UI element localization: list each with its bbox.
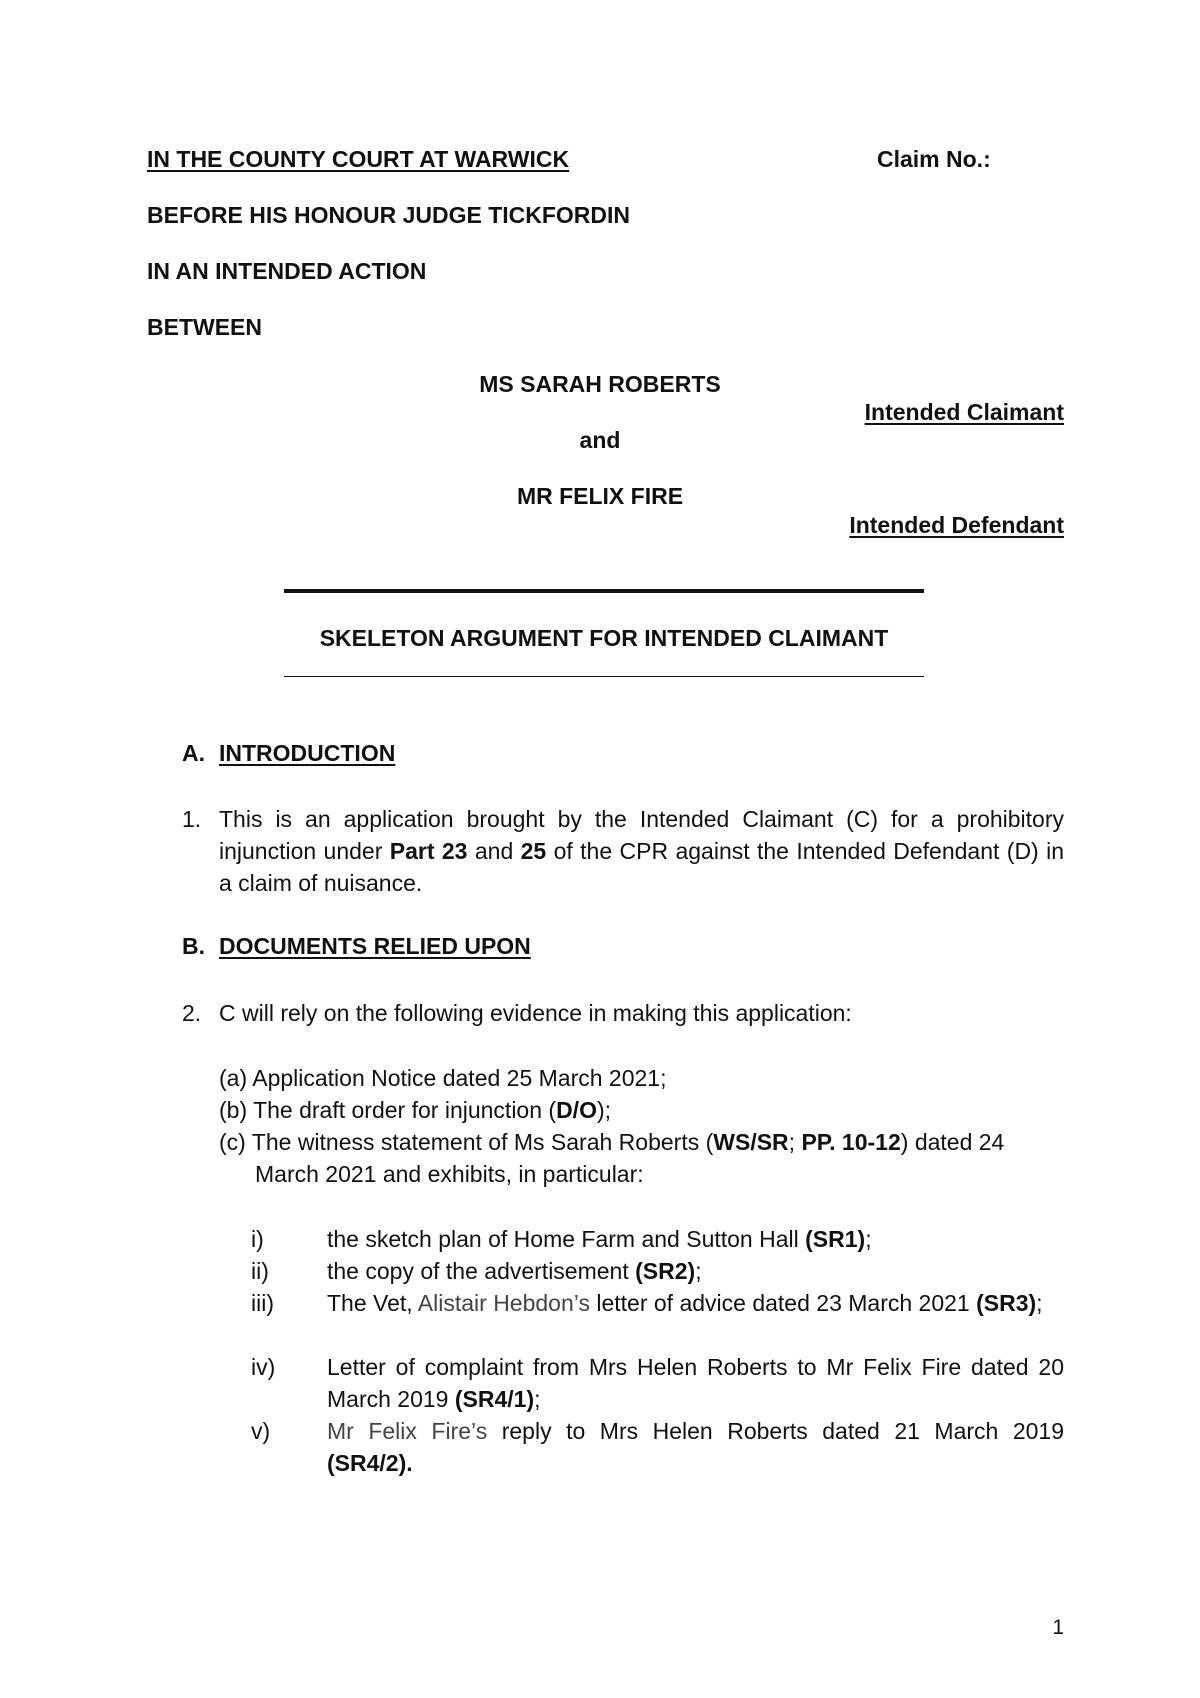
exhibit-5-number: v) bbox=[251, 1418, 271, 1444]
exhibit-5-author: Mr Felix Fire’s bbox=[327, 1418, 488, 1444]
exhibit-4-ref: (SR4/1) bbox=[454, 1386, 535, 1412]
title-rule-bottom bbox=[284, 676, 924, 677]
para-1-text-2: and bbox=[467, 838, 521, 864]
evidence-item-b-text-2: ); bbox=[596, 1097, 612, 1123]
exhibit-5 bbox=[327, 1415, 1064, 1479]
defendant-role: Intended Defendant bbox=[849, 512, 1064, 538]
exhibit-3 bbox=[327, 1287, 1064, 1319]
exhibit-2-text: the copy of the advertisement bbox=[327, 1258, 636, 1284]
evidence-item-a: (a) Application Notice dated 25 March 2021; bbox=[219, 1065, 667, 1091]
evidence-item-c-text-1: (c) The witness statement of Ms Sarah Roberts ( bbox=[219, 1129, 714, 1155]
page-number: 1 bbox=[1052, 1616, 1064, 1639]
para-2-number: 2. bbox=[182, 1000, 202, 1026]
exhibit-3-ref: (SR3) bbox=[976, 1290, 1037, 1316]
para-1-part-23: Part 23 bbox=[389, 838, 468, 864]
evidence-item-c-text-2: ; bbox=[788, 1129, 802, 1155]
action-line: IN AN INTENDED ACTION bbox=[147, 258, 427, 284]
evidence-item-c-ref-2: PP. 10-12 bbox=[801, 1129, 901, 1155]
section-a-heading: INTRODUCTION bbox=[219, 740, 396, 766]
evidence-item-b-text-1: (b) The draft order for injunction ( bbox=[219, 1097, 557, 1123]
evidence-item-c-continuation: March 2021 and exhibits, in particular: bbox=[255, 1161, 644, 1187]
exhibit-3-vet-name: Alistair Hebdon’s bbox=[417, 1290, 590, 1316]
evidence-item-b bbox=[219, 1094, 1064, 1126]
between-label: BETWEEN bbox=[147, 314, 262, 340]
section-b-letter: B. bbox=[182, 933, 205, 959]
exhibit-2-number: ii) bbox=[251, 1258, 269, 1284]
court-name: IN THE COUNTY COURT AT WARWICK bbox=[147, 146, 570, 172]
exhibit-1-text: the sketch plan of Home Farm and Sutton Hall bbox=[327, 1226, 806, 1252]
exhibit-4-number: iv) bbox=[251, 1354, 276, 1380]
exhibit-3-number: iii) bbox=[251, 1290, 274, 1316]
judge-line: BEFORE HIS HONOUR JUDGE TICKFORDIN bbox=[147, 202, 631, 228]
exhibit-3-text-2: letter of advice dated 23 March 2021 bbox=[589, 1290, 977, 1316]
and-connector: and bbox=[579, 427, 621, 453]
exhibit-1 bbox=[327, 1223, 1064, 1255]
exhibit-4-text: Letter of complaint from Mrs Helen Roberts to Mr Felix Fire dated 20 March 2019 bbox=[327, 1354, 1064, 1412]
para-1-number: 1. bbox=[182, 806, 202, 832]
exhibit-2-ref: (SR2) bbox=[635, 1258, 696, 1284]
defendant-name: MR FELIX FIRE bbox=[516, 483, 684, 509]
exhibit-5-punct: . bbox=[406, 1450, 413, 1476]
evidence-item-c-ref-1: WS/SR bbox=[713, 1129, 789, 1155]
evidence-item-c bbox=[219, 1126, 1064, 1158]
claim-number-label: Claim No.: bbox=[877, 146, 991, 172]
exhibit-2-punct: ; bbox=[695, 1258, 702, 1284]
exhibit-1-number: i) bbox=[251, 1226, 264, 1252]
para-1-text-3: of the CPR against the Intended Defendant (D) in a claim of nuisance. bbox=[219, 838, 1064, 896]
exhibit-4-punct: ; bbox=[534, 1386, 541, 1412]
exhibit-5-ref: (SR4/2) bbox=[327, 1450, 407, 1476]
exhibit-1-ref: (SR1) bbox=[805, 1226, 866, 1252]
exhibit-4 bbox=[327, 1351, 1064, 1415]
para-1 bbox=[219, 803, 1064, 899]
exhibit-5-text: reply to Mrs Helen Roberts dated 21 March 2019 bbox=[487, 1418, 1065, 1444]
section-a-letter: A. bbox=[182, 740, 205, 766]
para-2-text: C will rely on the following evidence in making this application: bbox=[219, 1000, 852, 1026]
section-b-heading: DOCUMENTS RELIED UPON bbox=[219, 933, 531, 959]
para-1-part-25: 25 bbox=[520, 838, 547, 864]
evidence-item-b-ref: D/O bbox=[556, 1097, 597, 1123]
exhibit-3-punct: ; bbox=[1036, 1290, 1043, 1316]
claimant-name: MS SARAH ROBERTS bbox=[479, 371, 721, 397]
para-1-text-1: This is an application brought by the Intended Claimant (C) for a prohibitory injunction under bbox=[219, 806, 1064, 864]
exhibit-1-punct: ; bbox=[865, 1226, 872, 1252]
title-rule-top bbox=[284, 589, 924, 593]
claimant-role: Intended Claimant bbox=[864, 399, 1064, 425]
document-title: SKELETON ARGUMENT FOR INTENDED CLAIMANT bbox=[319, 625, 889, 651]
evidence-item-c-text-3: ) dated 24 bbox=[900, 1129, 1005, 1155]
exhibit-2 bbox=[327, 1255, 1064, 1287]
exhibit-3-text-1: The Vet, bbox=[327, 1290, 418, 1316]
